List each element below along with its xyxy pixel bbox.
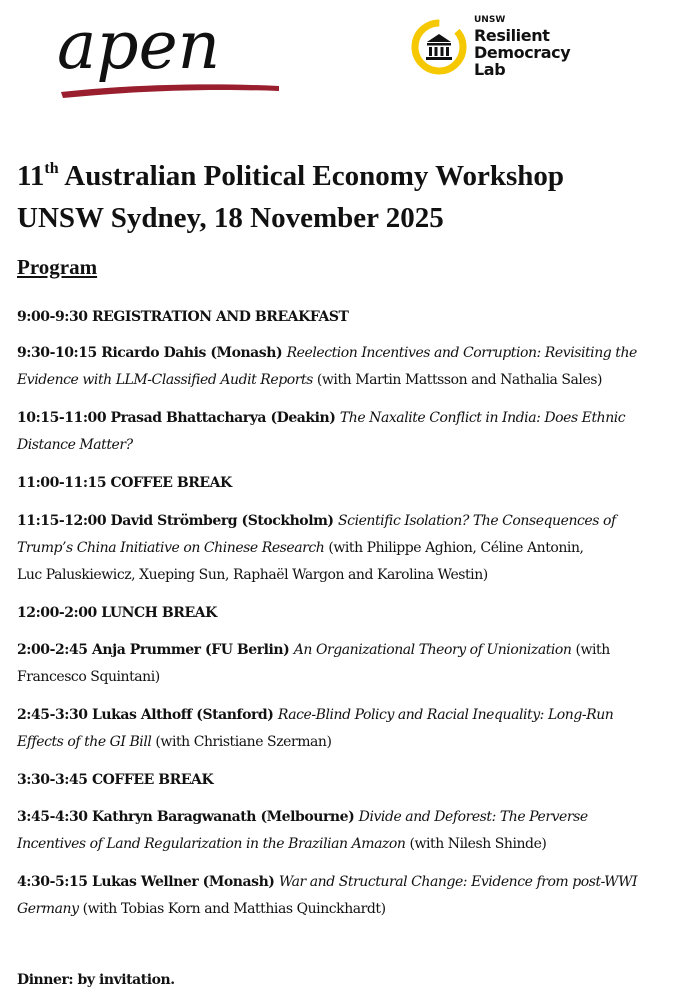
session-time-speaker: 3:45-4:30 Kathryn Baragwanath (Melbourne) xyxy=(17,809,359,825)
workshop-title xyxy=(17,155,564,239)
title-ordinal-suffix: th xyxy=(44,160,59,177)
coauthors: Francesco Squintani) xyxy=(17,669,160,685)
title-ordinal-number: 11 xyxy=(17,160,45,192)
paper-title: War and Structural Change: Evidence from post-WWI xyxy=(278,874,638,890)
bank-building-icon xyxy=(410,18,468,76)
program-item-line xyxy=(17,804,667,831)
session-time-speaker: 12:00-2:00 LUNCH BREAK xyxy=(17,605,217,621)
session-time-speaker: 11:00-11:15 COFFEE BREAK xyxy=(17,475,232,491)
program-item-line xyxy=(17,702,667,729)
program-item-line xyxy=(17,535,667,562)
dinner-note: Dinner: by invitation. xyxy=(17,972,175,988)
program-item xyxy=(17,304,667,331)
program-item xyxy=(17,702,667,756)
program-item xyxy=(17,637,667,691)
program-item-line xyxy=(17,304,667,331)
program-heading: Program xyxy=(17,255,98,279)
rdl-line: Democracy xyxy=(474,43,571,62)
coauthors: (with xyxy=(571,642,610,658)
session-time-speaker: 9:00-9:30 REGISTRATION AND BREAKFAST xyxy=(17,309,349,325)
paper-title: Divide and Deforest: The Perverse xyxy=(358,809,588,825)
rdl-prefix: UNSW xyxy=(474,15,506,25)
paper-title: Effects of the GI Bill xyxy=(17,734,152,750)
rdl-line: Resilient xyxy=(474,26,550,45)
session-time-speaker: 9:30-10:15 Ricardo Dahis (Monash) xyxy=(17,345,287,361)
session-time-speaker: 11:15-12:00 David Strömberg (Stockholm) xyxy=(17,513,339,529)
paper-title: Race-Blind Policy and Racial Inequality: Long-Run xyxy=(277,707,614,723)
program-item-line xyxy=(17,562,667,589)
program-item-line xyxy=(17,869,667,896)
program-item xyxy=(17,869,667,923)
program-item xyxy=(17,600,667,627)
paper-title: Incentives of Land Regularization in the Brazilian Amazon xyxy=(17,836,406,852)
coauthors: Luc Paluskiewicz, Xueping Sun, Raphaël Wargon and Karolina Westin) xyxy=(17,567,488,583)
paper-title: Evidence with LLM-Classified Audit Reports xyxy=(17,372,313,388)
program-item xyxy=(17,767,667,794)
program-item-line xyxy=(17,664,667,691)
coauthors: (with Philippe Aghion, Céline Antonin, xyxy=(324,540,584,556)
program-item xyxy=(17,508,667,589)
program-item-line xyxy=(17,340,667,367)
program-item-line xyxy=(17,508,667,535)
apen-wordmark-text: apen xyxy=(57,7,221,84)
program-item-line xyxy=(17,600,667,627)
program-item xyxy=(17,405,667,459)
apen-logo xyxy=(55,6,285,116)
coauthors: (with Martin Mattsson and Nathalia Sales) xyxy=(312,372,603,388)
paper-title: The Naxalite Conflict in India: Does Ethnic xyxy=(339,410,626,426)
paper-title: Reelection Incentives and Corruption: Revisiting the xyxy=(286,345,637,361)
program-item-line xyxy=(17,405,667,432)
apen-underline-stroke xyxy=(61,84,279,98)
title-line-1-text: Australian Political Economy Workshop xyxy=(58,160,565,192)
coauthors: (with Nilesh Shinde) xyxy=(405,836,547,852)
program-item-line xyxy=(17,767,667,794)
coauthors: (with Tobias Korn and Matthias Quinckhardt) xyxy=(78,901,386,917)
program-item-line xyxy=(17,831,667,858)
apen-wordmark xyxy=(55,6,285,116)
title-line-2: UNSW Sydney, 18 November 2025 xyxy=(17,202,444,234)
session-time-speaker: 3:30-3:45 COFFEE BREAK xyxy=(17,772,214,788)
rdl-line: Lab xyxy=(474,60,506,79)
program-item-line xyxy=(17,637,667,664)
session-time-speaker: 2:45-3:30 Lukas Althoff (Stanford) xyxy=(17,707,278,723)
program-item xyxy=(17,804,667,858)
program-item-line xyxy=(17,432,667,459)
paper-title: Distance Matter? xyxy=(17,437,133,453)
paper-title: Trump’s China Initiative on Chinese Research xyxy=(17,540,325,556)
session-time-speaker: 10:15-11:00 Prasad Bhattacharya (Deakin) xyxy=(17,410,340,426)
program-item-line xyxy=(17,367,667,394)
program-item xyxy=(17,470,667,497)
paper-title: An Organizational Theory of Unionization xyxy=(293,642,572,658)
coauthors: (with Christiane Szerman) xyxy=(151,734,332,750)
session-time-speaker: 2:00-2:45 Anja Prummer (FU Berlin) xyxy=(17,642,294,658)
program-item-line xyxy=(17,470,667,497)
paper-title: Scientific Isolation? The Consequences of xyxy=(338,513,616,529)
session-time-speaker: 4:30-5:15 Lukas Wellner (Monash) xyxy=(17,874,279,890)
rdl-logo xyxy=(410,14,570,80)
title-line-1 xyxy=(17,160,564,192)
program-item-line xyxy=(17,896,667,923)
paper-title: Germany xyxy=(17,901,79,917)
program-item xyxy=(17,340,667,394)
rdl-wordmark xyxy=(474,16,570,78)
program-item-line xyxy=(17,729,667,756)
